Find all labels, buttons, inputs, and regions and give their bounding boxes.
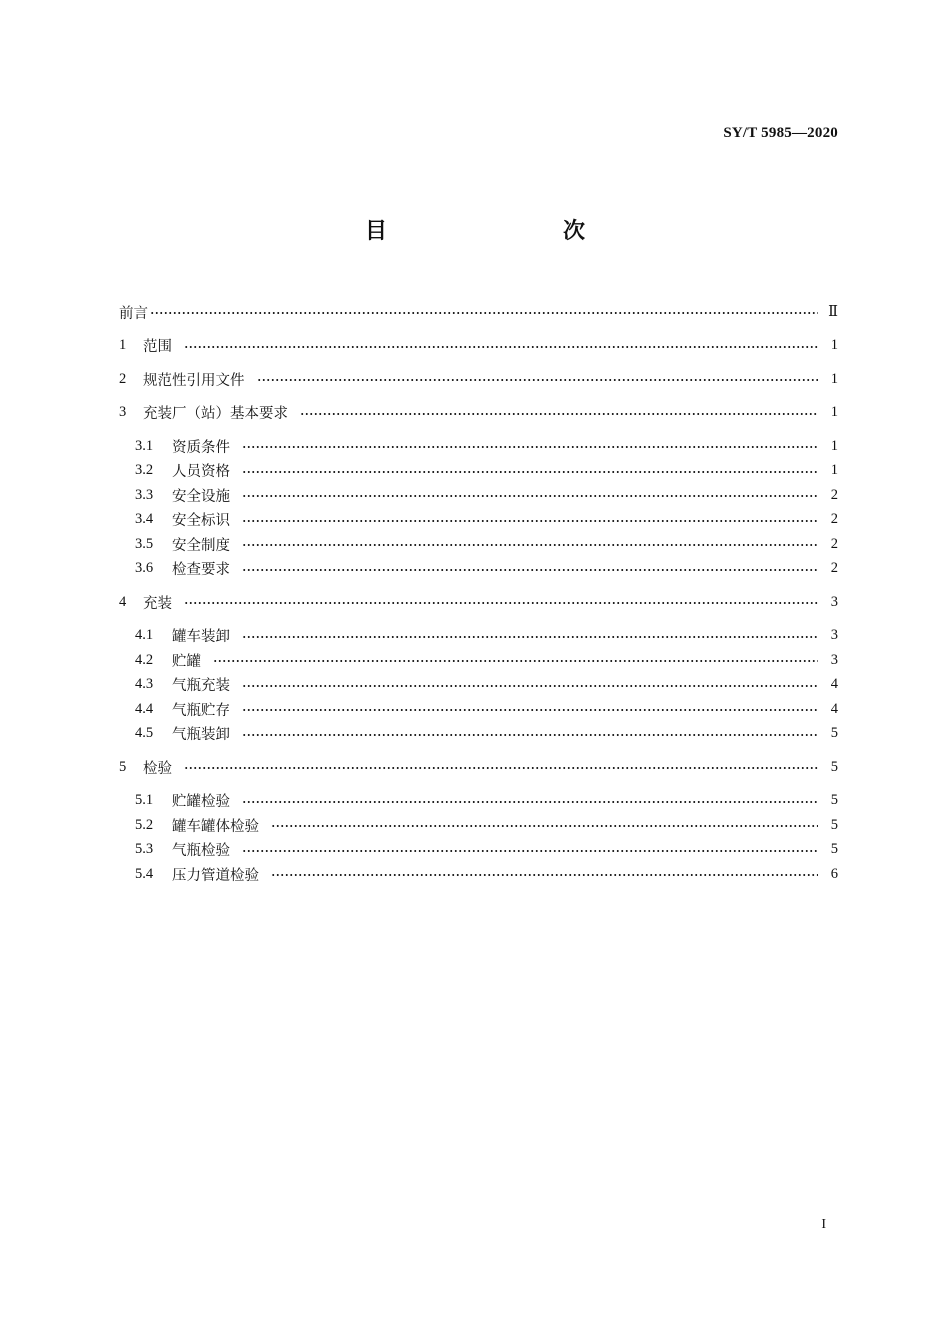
toc-entry-page: 1 bbox=[830, 404, 838, 421]
toc-entry-page: 6 bbox=[830, 865, 838, 882]
dot-leader bbox=[242, 636, 818, 638]
toc-entry-page: 5 bbox=[830, 758, 838, 775]
toc-subentry[interactable] bbox=[119, 673, 838, 698]
toc-entry-page: 1 bbox=[830, 337, 838, 354]
toc-entry-page: 1 bbox=[830, 370, 838, 387]
toc-entry-title: 安全设施 bbox=[172, 488, 230, 505]
toc-entry-title: 贮罐 bbox=[172, 653, 201, 670]
dot-leader bbox=[242, 446, 818, 448]
toc-subentry[interactable] bbox=[119, 459, 838, 484]
toc-entry-page: 3 bbox=[830, 651, 838, 668]
toc-subentry[interactable] bbox=[119, 789, 838, 814]
toc-subentry[interactable] bbox=[119, 483, 838, 508]
toc-entry-page: 5 bbox=[830, 725, 838, 742]
toc-subentry[interactable] bbox=[119, 508, 838, 533]
toc-entry-page: Ⅱ bbox=[828, 303, 838, 320]
toc-entry-title: 充装厂（站）基本要求 bbox=[143, 406, 288, 423]
toc-entry-title: 气瓶检验 bbox=[172, 843, 230, 860]
toc-entry-page: 5 bbox=[830, 792, 838, 809]
toc-entry-title: 压力管道检验 bbox=[172, 867, 259, 884]
toc-entry-title: 前言 bbox=[119, 305, 148, 322]
dot-leader bbox=[242, 471, 818, 473]
toc-entry-page: 4 bbox=[830, 676, 838, 693]
toc-entry-number: 5.3 bbox=[135, 841, 154, 858]
toc-entry-number: 5.1 bbox=[135, 792, 154, 809]
toc-entry-page: 2 bbox=[830, 486, 838, 503]
toc-subentry[interactable] bbox=[119, 838, 838, 863]
toc-entry-title: 检验 bbox=[143, 760, 172, 777]
toc-entry-number: 4.1 bbox=[135, 627, 154, 644]
toc-entry-number: 5.2 bbox=[135, 816, 154, 833]
toc-entry-title: 气瓶贮存 bbox=[172, 702, 230, 719]
toc-subentry[interactable] bbox=[119, 557, 838, 582]
page-title: 目 次 bbox=[364, 219, 629, 244]
toc-entry-title: 气瓶充装 bbox=[172, 678, 230, 695]
toc-subentry[interactable] bbox=[119, 624, 838, 649]
toc-entry-page: 5 bbox=[830, 841, 838, 858]
toc-entry-title: 罐车装卸 bbox=[172, 629, 230, 646]
toc-subentry[interactable] bbox=[119, 722, 838, 747]
toc-entry-title: 资质条件 bbox=[172, 439, 230, 456]
toc-entry-number: 3.3 bbox=[135, 486, 154, 503]
toc-entry[interactable] bbox=[119, 334, 838, 359]
dot-leader bbox=[242, 544, 818, 546]
toc-entry-number: 4.2 bbox=[135, 651, 154, 668]
dot-leader bbox=[242, 801, 818, 803]
toc-entry-title: 检查要求 bbox=[172, 562, 230, 579]
toc-entry-title: 人员资格 bbox=[172, 464, 230, 481]
toc-subentry[interactable] bbox=[119, 862, 838, 887]
toc-entry-title: 规范性引用文件 bbox=[143, 372, 245, 389]
toc-entry-number: 4.5 bbox=[135, 725, 154, 742]
toc-entry-title: 充装 bbox=[143, 595, 172, 612]
dot-leader bbox=[271, 825, 818, 827]
toc-entry-number: 4.3 bbox=[135, 676, 154, 693]
toc-entry-number: 2 bbox=[119, 370, 127, 387]
dot-leader bbox=[257, 379, 819, 381]
toc-entry-number: 3.4 bbox=[135, 511, 154, 528]
toc-entry-title: 气瓶装卸 bbox=[172, 727, 230, 744]
dot-leader bbox=[184, 346, 818, 348]
toc-entry[interactable] bbox=[119, 367, 838, 392]
standard-code: SY/T 5985—2020 bbox=[723, 125, 838, 141]
toc-entry-number: 3.6 bbox=[135, 560, 154, 577]
toc-subentry[interactable] bbox=[119, 813, 838, 838]
dot-leader bbox=[242, 685, 818, 687]
toc-entry-number: 3.5 bbox=[135, 535, 154, 552]
toc-entry[interactable] bbox=[119, 590, 838, 615]
toc-entry-page: 1 bbox=[830, 437, 838, 454]
dot-leader bbox=[242, 709, 818, 711]
toc-entry-number: 3.2 bbox=[135, 462, 154, 479]
toc-entry-number: 3.1 bbox=[135, 437, 154, 454]
toc-entry-page: 4 bbox=[830, 700, 838, 717]
toc-entry-page: 1 bbox=[830, 462, 838, 479]
toc-entry-number: 5.4 bbox=[135, 865, 154, 882]
toc-entry-number: 4.4 bbox=[135, 700, 154, 717]
dot-leader bbox=[184, 767, 818, 769]
dot-leader bbox=[184, 602, 818, 604]
toc-subentry[interactable] bbox=[119, 697, 838, 722]
toc-subentry[interactable] bbox=[119, 648, 838, 673]
table-of-contents bbox=[119, 300, 838, 887]
page-number: I bbox=[821, 1217, 826, 1232]
toc-entry[interactable] bbox=[119, 300, 838, 325]
toc-entry-title: 安全制度 bbox=[172, 537, 230, 554]
dot-leader bbox=[300, 413, 818, 415]
toc-entry-number: 3 bbox=[119, 404, 127, 421]
toc-entry-title: 安全标识 bbox=[172, 513, 230, 530]
toc-entry-page: 3 bbox=[830, 627, 838, 644]
toc-entry[interactable] bbox=[119, 401, 838, 426]
dot-leader bbox=[271, 874, 818, 876]
toc-entry-title: 贮罐检验 bbox=[172, 794, 230, 811]
toc-entry-title: 范围 bbox=[143, 339, 172, 356]
dot-leader bbox=[242, 850, 818, 852]
dot-leader bbox=[150, 312, 818, 314]
toc-entry[interactable] bbox=[119, 755, 838, 780]
toc-subentry[interactable] bbox=[119, 434, 838, 459]
toc-entry-page: 2 bbox=[830, 535, 838, 552]
dot-leader bbox=[242, 520, 818, 522]
dot-leader bbox=[242, 734, 818, 736]
toc-entry-page: 3 bbox=[830, 593, 838, 610]
dot-leader bbox=[242, 569, 818, 571]
toc-entry-title: 罐车罐体检验 bbox=[172, 818, 259, 835]
toc-entry-page: 2 bbox=[830, 560, 838, 577]
toc-entry-number: 1 bbox=[119, 337, 127, 354]
toc-subentry[interactable] bbox=[119, 532, 838, 557]
toc-entry-number: 4 bbox=[119, 593, 127, 610]
dot-leader bbox=[242, 495, 818, 497]
toc-entry-page: 5 bbox=[830, 816, 838, 833]
toc-entry-page: 2 bbox=[830, 511, 838, 528]
dot-leader bbox=[213, 660, 818, 662]
toc-entry-number: 5 bbox=[119, 758, 127, 775]
